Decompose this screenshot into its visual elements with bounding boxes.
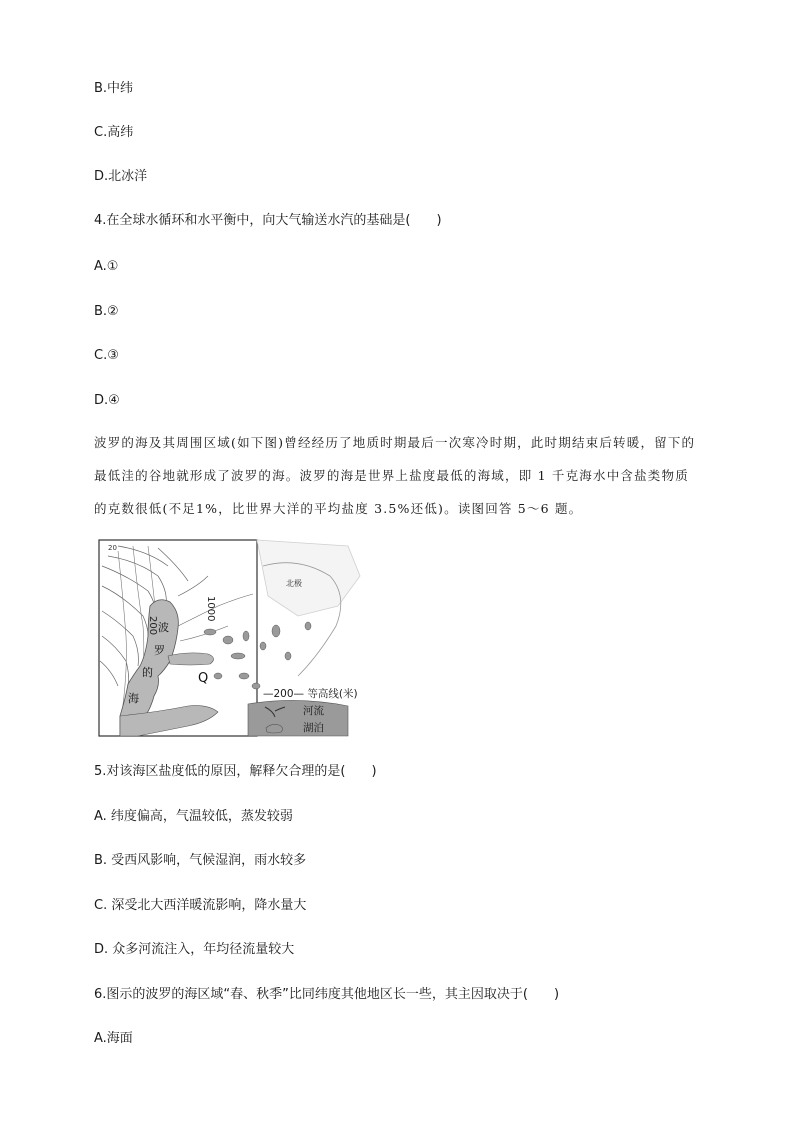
q4-stem: 4.在全球水循环和水平衡中，向大气输送水汽的基础是( )	[94, 213, 442, 228]
contour-label-20: 20	[108, 544, 117, 552]
legend-river-label: 河流	[303, 705, 324, 717]
q3-option-d: D.北冰洋	[94, 169, 148, 184]
contour-label-1000: 1000	[205, 596, 216, 622]
land-northeast	[257, 540, 360, 616]
q4-option-b: B.②	[94, 304, 119, 319]
gulf-of-finland	[168, 653, 214, 665]
q4-option-d: D.④	[94, 393, 120, 408]
region-label: 北极	[286, 579, 302, 588]
river-symbol-icon	[263, 703, 287, 720]
q4-option-c: C.③	[94, 348, 119, 363]
legend-lake-label: 湖泊	[303, 722, 324, 734]
point-q-label: Q	[198, 671, 209, 686]
q5-option-c: C. 深受北大西洋暖流影响，降水量大	[94, 898, 307, 913]
q3-option-c: C.高纬	[94, 125, 134, 140]
q5-option-a: A. 纬度偏高，气温较低，蒸发较弱	[94, 809, 293, 824]
lake-symbol-icon	[263, 720, 287, 737]
q5-option-b: B. 受西风影响，气候湿润，雨水较多	[94, 853, 307, 868]
contour-label-200: 200	[147, 616, 158, 636]
sea-char-3: 的	[142, 666, 153, 679]
q4-option-a: A.①	[94, 259, 119, 274]
legend-contour	[263, 686, 373, 703]
sea-char-4: 海	[128, 692, 139, 705]
legend-contour-label: —200— 等高线(米)	[263, 688, 358, 700]
q5-stem: 5.对该海区盐度低的原因，解释欠合理的是( )	[94, 764, 377, 779]
q6-stem: 6.图示的波罗的海区域“春、秋季”比同纬度其他地区长一些，其主因取决于( )	[94, 987, 560, 1002]
q5-option-d: D. 众多河流注入，年均径流量较大	[94, 942, 295, 957]
map-legend	[263, 686, 373, 737]
passage-text: 波罗的海及其周围区域(如下图)曾经经历了地质时期最后一次寒冷时期，此时期结束后转暖，留下的最低洼的谷地就形成了波罗的海。波罗的海是世界上盐度最低的海域，即 1 千克海水中含盐类物质的克数很低(不足1%，比世界大洋的平均盐度 3.5%还低)。读图回答 5～6 题。	[94, 435, 696, 516]
q6-option-a: A.海面	[94, 1031, 133, 1046]
sea-char-1: 波	[158, 621, 169, 634]
q3-option-b: B.中纬	[94, 81, 134, 96]
legend-river	[263, 703, 373, 720]
legend-lake	[263, 720, 373, 737]
sea-char-2: 罗	[154, 644, 165, 657]
